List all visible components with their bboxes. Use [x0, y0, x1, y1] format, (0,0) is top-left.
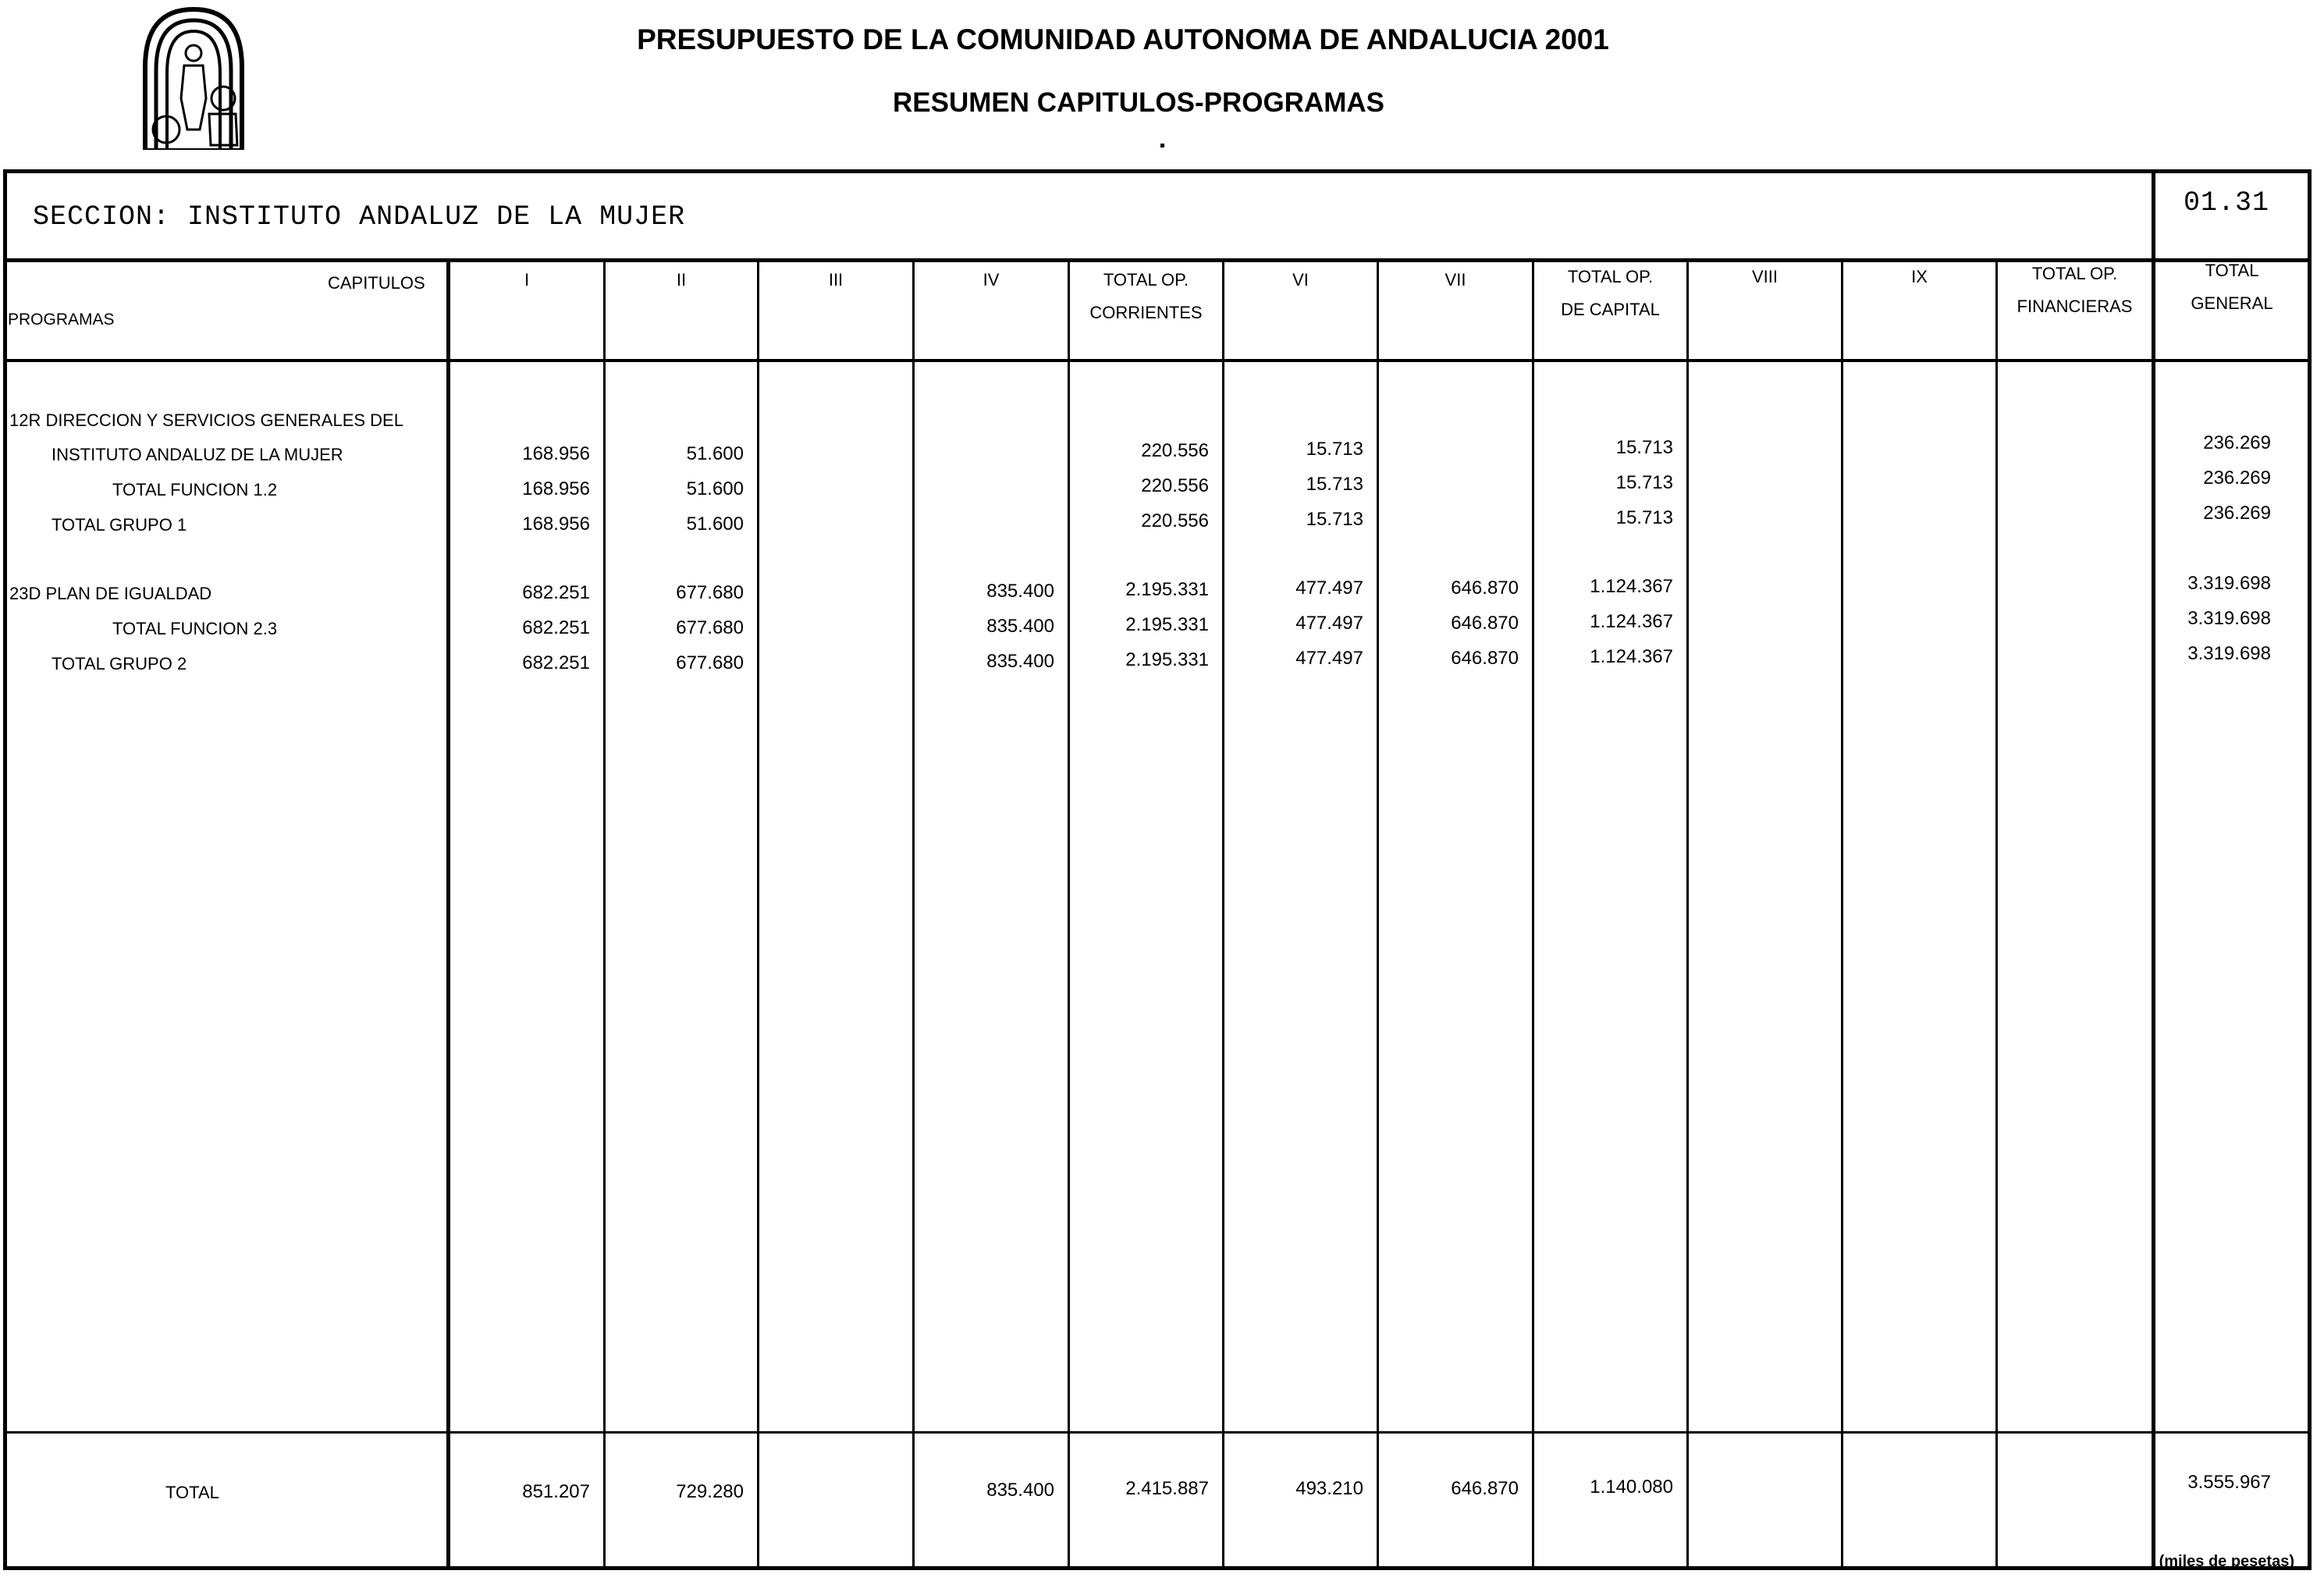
cell-value: 646.870 — [1451, 613, 1519, 634]
cell-value: 220.556 — [1141, 475, 1209, 496]
cell-value: 646.870 — [1451, 648, 1519, 669]
cell-value: 835.400 — [986, 581, 1054, 602]
total-value: 1.140.080 — [1590, 1476, 1673, 1498]
total-value: 851.207 — [522, 1481, 590, 1502]
cell-value: 168.956 — [522, 513, 590, 535]
total-value: 3.555.967 — [2187, 1472, 2271, 1493]
row-label-instituto: INSTITUTO ANDALUZ DE LA MUJER — [52, 445, 343, 464]
cell-value: 1.124.367 — [1590, 576, 1673, 597]
total-value: 835.400 — [986, 1480, 1054, 1501]
cell-value: 835.400 — [986, 651, 1054, 672]
section-code: 01.31 — [2184, 187, 2270, 219]
document-title: PRESUPUESTO DE LA COMUNIDAD AUTONOMA DE ANDALUCIA 2001 — [637, 23, 1609, 55]
cell-value: 51.600 — [686, 443, 744, 464]
document-subtitle: RESUMEN CAPITULOS-PROGRAMAS — [892, 87, 1385, 118]
header-col-I: I — [524, 270, 530, 290]
cell-value: 677.680 — [676, 652, 744, 673]
cell-value: 51.600 — [686, 513, 744, 535]
cell-value: 3.319.698 — [2187, 573, 2271, 594]
cell-value: 2.195.331 — [1125, 614, 1209, 635]
col-divider — [2152, 262, 2155, 1570]
cell-value: 15.713 — [1306, 474, 1363, 495]
header-col-total-op-financieras-1: TOTAL OP. — [2031, 264, 2118, 283]
cell-value: 15.713 — [1306, 439, 1363, 460]
cell-value: 2.195.331 — [1125, 579, 1209, 600]
cell-value: 677.680 — [676, 582, 744, 603]
header-col-total-op-corrientes-1: TOTAL OP. — [1103, 270, 1189, 290]
cell-value: 51.600 — [686, 478, 744, 499]
cell-value: 236.269 — [2203, 432, 2271, 453]
cell-value: 168.956 — [522, 443, 590, 464]
cell-value: 835.400 — [986, 616, 1054, 637]
total-value: 2.415.887 — [1125, 1478, 1209, 1499]
row-label-total-funcion-1-2: TOTAL FUNCION 1.2 — [112, 480, 278, 499]
cell-value: 15.713 — [1306, 509, 1363, 530]
cell-value: 15.713 — [1615, 507, 1673, 528]
cell-value: 646.870 — [1451, 577, 1519, 599]
header-col-VII: VII — [1445, 270, 1466, 290]
header-capitulos: CAPITULOS — [328, 273, 425, 293]
header-col-total-general-2: GENERAL — [2191, 293, 2273, 313]
cell-value: 220.556 — [1141, 510, 1209, 531]
header-col-total-op-corrientes-2: CORRIENTES — [1089, 303, 1203, 322]
header-bottom-rule — [3, 359, 2312, 362]
currency-footnote: (miles de pesetas) — [2159, 1553, 2294, 1570]
header-col-VI: VI — [1292, 270, 1309, 290]
section-label: SECCION: INSTITUTO ANDALUZ DE LA MUJER — [33, 201, 686, 233]
row-label-12r: 12R DIRECCION Y SERVICIOS GENERALES DEL — [9, 410, 403, 430]
header-col-II: II — [676, 270, 687, 290]
header-col-IV: IV — [983, 270, 1000, 290]
total-value: 646.870 — [1451, 1478, 1519, 1499]
col-divider — [757, 262, 759, 1570]
cell-value: 682.251 — [522, 652, 590, 673]
total-top-rule — [3, 1431, 2312, 1434]
header-programas: PROGRAMAS — [8, 311, 115, 329]
cell-value: 3.319.698 — [2187, 643, 2271, 664]
col-divider — [1841, 262, 1843, 1570]
cell-value: 682.251 — [522, 582, 590, 603]
header-col-total-op-financieras-2: FINANCIERAS — [2017, 297, 2133, 316]
cell-value: 15.713 — [1615, 472, 1673, 493]
col-divider — [912, 262, 915, 1570]
cell-value: 677.680 — [676, 617, 744, 638]
header-col-VIII: VIII — [1751, 267, 1778, 286]
col-divider — [1686, 262, 1689, 1570]
col-divider — [1995, 262, 1998, 1570]
total-value: 493.210 — [1295, 1478, 1363, 1499]
cell-value: 236.269 — [2203, 467, 2271, 489]
cell-value: 220.556 — [1141, 440, 1209, 461]
header-col-III: III — [828, 270, 844, 290]
stray-dot — [1160, 144, 1164, 147]
cell-value: 682.251 — [522, 617, 590, 638]
cell-value: 236.269 — [2203, 503, 2271, 524]
table-frame — [3, 169, 2312, 1570]
cell-value: 477.497 — [1295, 613, 1363, 634]
section-code-divider — [2152, 169, 2155, 262]
cell-value: 2.195.331 — [1125, 649, 1209, 670]
cell-value: 477.497 — [1295, 577, 1363, 599]
cell-value: 15.713 — [1615, 437, 1673, 458]
col-divider — [1377, 262, 1379, 1570]
header-col-IX: IX — [1911, 267, 1928, 286]
row-label-total-funcion-2-3: TOTAL FUNCION 2.3 — [112, 619, 278, 638]
cell-value: 3.319.698 — [2187, 608, 2271, 629]
cell-value: 1.124.367 — [1590, 611, 1673, 632]
header-col-total-general-1: TOTAL — [2205, 261, 2259, 280]
header-col-total-op-capital-2: DE CAPITAL — [1561, 300, 1660, 319]
cell-value: 1.124.367 — [1590, 646, 1673, 667]
row-label-total-grupo-1: TOTAL GRUPO 1 — [52, 515, 187, 535]
header-col-total-op-capital-1: TOTAL OP. — [1567, 267, 1654, 286]
total-value: 729.280 — [676, 1481, 744, 1502]
row-label-total-grupo-2: TOTAL GRUPO 2 — [52, 654, 187, 673]
cell-value: 168.956 — [522, 478, 590, 499]
cell-value: 477.497 — [1295, 648, 1363, 669]
row-label-23d: 23D PLAN DE IGUALDAD — [9, 584, 212, 603]
total-label: TOTAL — [165, 1483, 219, 1502]
